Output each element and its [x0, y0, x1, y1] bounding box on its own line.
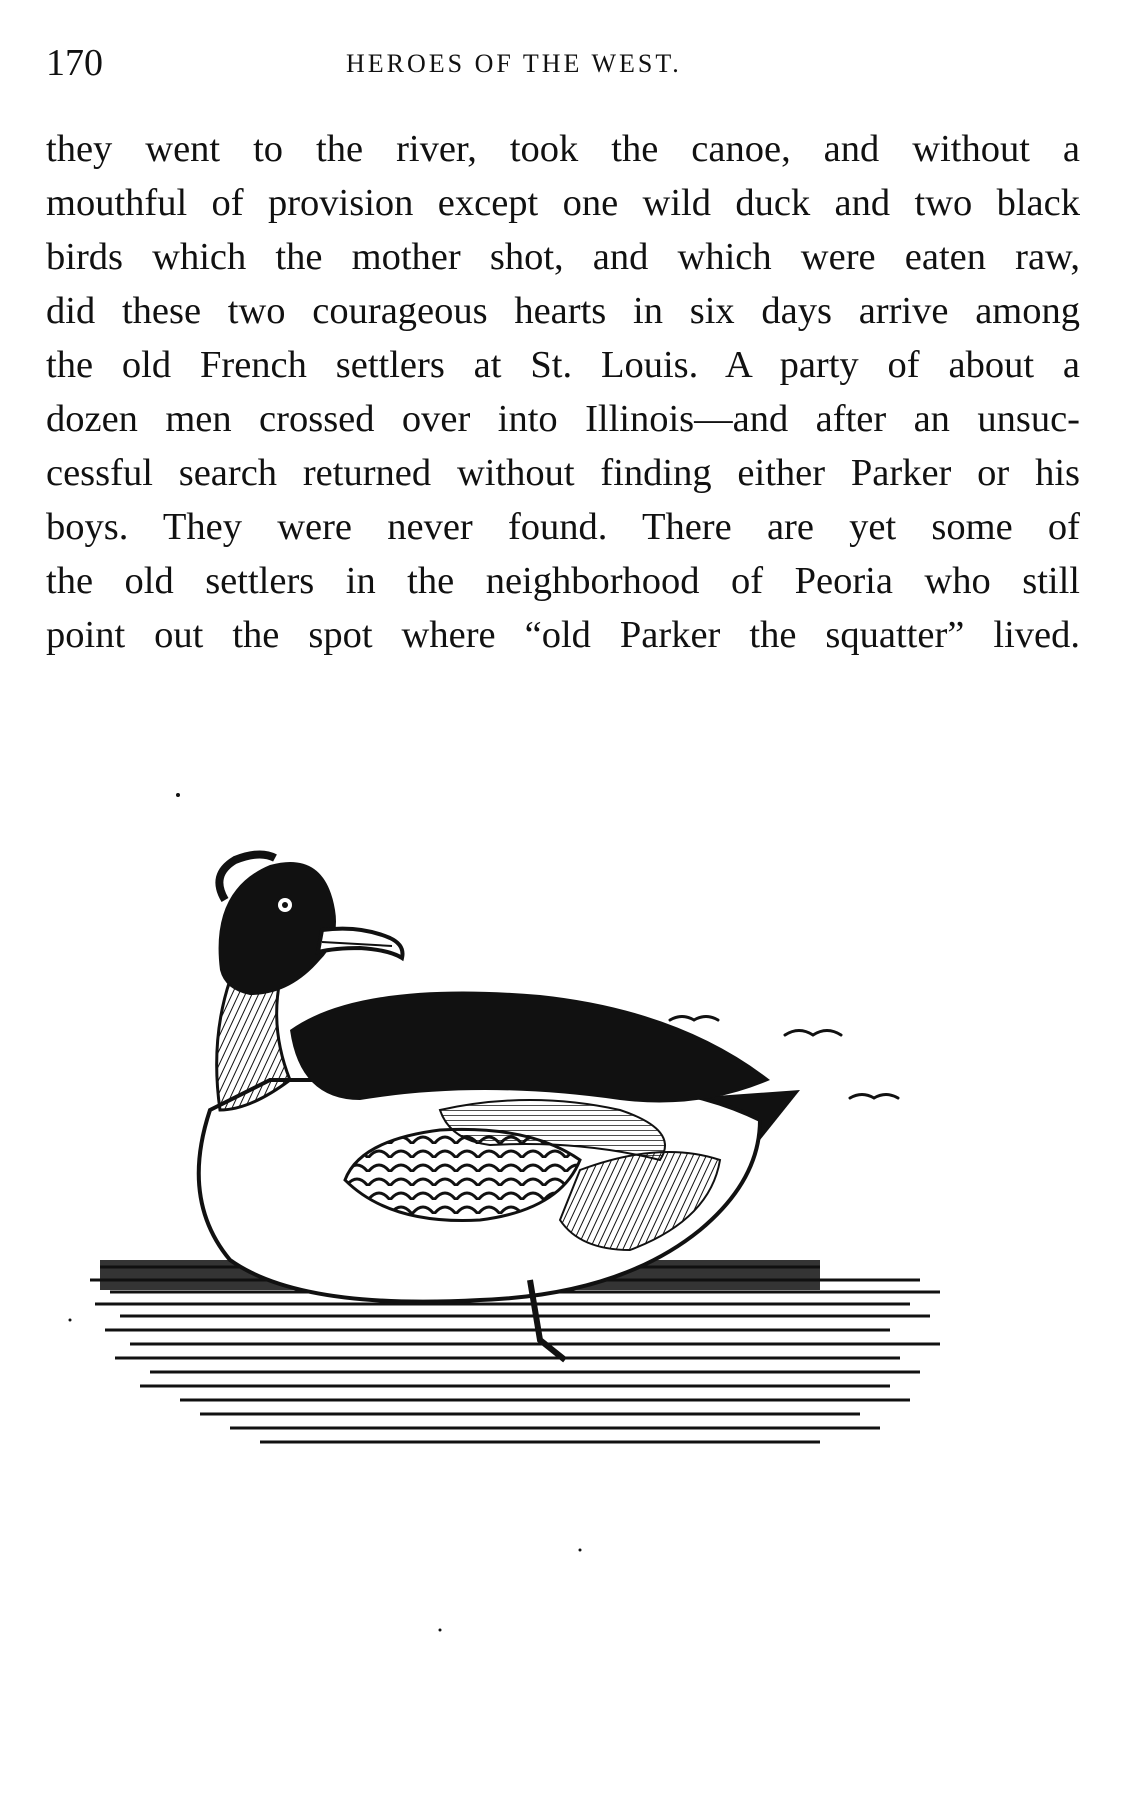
page-number: 170: [46, 42, 103, 84]
running-title: HEROES OF THE WEST.: [346, 49, 682, 78]
text-line: cessful search returned without finding either Parker or his: [46, 452, 1080, 494]
text-line: boys. They were never found. There are yet some of: [46, 506, 1080, 548]
duck-engraving-icon: [60, 780, 1060, 1640]
text-line: the old settlers in the neighborhood of Peoria who still: [46, 560, 1080, 602]
text-line: dozen men crossed over into Illinois—and after an unsuc-: [46, 398, 1080, 440]
body-paragraph: [46, 122, 1080, 662]
text-line: did these two courageous hearts in six days arrive among: [46, 290, 1080, 332]
running-head: [46, 38, 1080, 88]
text-line: birds which the mother shot, and which were eaten raw,: [46, 236, 1080, 278]
text-line: mouthful of provision except one wild duck and two black: [46, 182, 1080, 224]
text-line: they went to the river, took the canoe, and without a: [46, 128, 1080, 170]
text-line: point out the spot where “old Parker the squatter” lived.: [46, 614, 1080, 656]
text-line: the old French settlers at St. Louis. A party of about a: [46, 344, 1080, 386]
